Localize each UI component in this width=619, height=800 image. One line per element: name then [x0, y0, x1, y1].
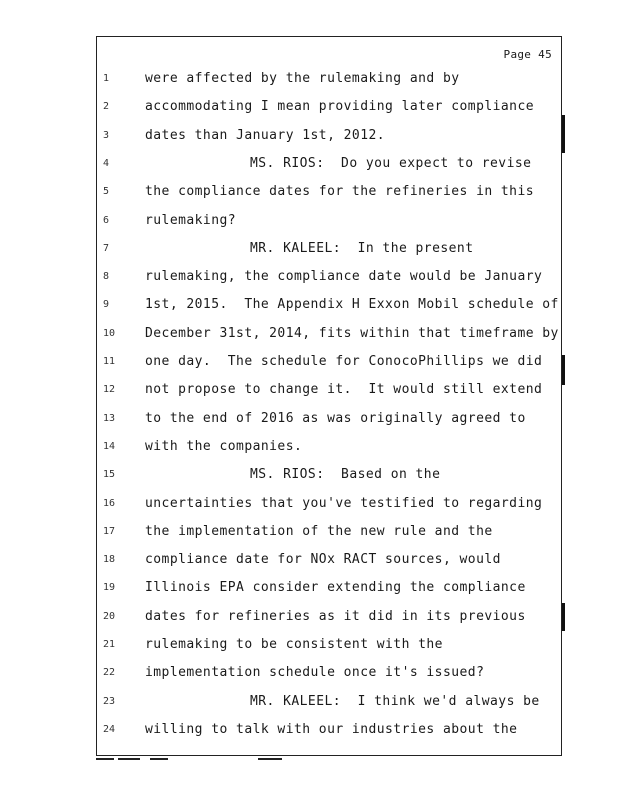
scan-margin-mark: [562, 355, 565, 385]
transcript-line: dates than January 1st, 2012.: [145, 128, 386, 143]
line-number: 3: [103, 130, 110, 141]
line-number: 8: [103, 271, 110, 282]
transcript-line: Illinois EPA consider extending the compliance: [145, 580, 526, 595]
scan-artifact: [150, 758, 168, 760]
transcript-line: one day. The schedule for ConocoPhillips we did: [145, 354, 543, 369]
line-number: 13: [103, 413, 116, 424]
line-number: 11: [103, 356, 116, 367]
transcript-line: the compliance dates for the refineries in this: [145, 184, 535, 199]
line-number: 9: [103, 299, 110, 310]
transcript-line: willing to talk with our industries about the: [145, 722, 518, 737]
transcript-line: MS. RIOS: Do you expect to revise: [250, 156, 532, 171]
transcript-line: implementation schedule once it's issued?: [145, 665, 485, 680]
line-number: 15: [103, 469, 116, 480]
transcript-line: not propose to change it. It would still extend: [145, 382, 543, 397]
transcript-line: accommodating I mean providing later compliance: [145, 99, 535, 114]
transcript-line: were affected by the rulemaking and by: [145, 71, 460, 86]
line-number: 5: [103, 186, 110, 197]
scan-artifact: [96, 758, 114, 760]
scan-margin-mark: [562, 115, 565, 153]
line-number: 14: [103, 441, 116, 452]
scan-margin-mark: [562, 603, 565, 631]
transcript-line: the implementation of the new rule and the: [145, 524, 493, 539]
transcript-line: dates for refineries as it did in its previous: [145, 609, 526, 624]
line-number: 24: [103, 724, 116, 735]
scan-artifact: [118, 758, 140, 760]
line-number: 4: [103, 158, 110, 169]
line-number: 16: [103, 498, 116, 509]
transcript-line: MR. KALEEL: In the present: [250, 241, 474, 256]
line-number: 17: [103, 526, 116, 537]
line-number: 12: [103, 384, 116, 395]
transcript-line: uncertainties that you've testified to regarding: [145, 496, 543, 511]
line-number: 6: [103, 215, 110, 226]
line-number: 20: [103, 611, 116, 622]
transcript-line: rulemaking to be consistent with the: [145, 637, 443, 652]
transcript-line: rulemaking?: [145, 213, 237, 228]
transcript-line: to the end of 2016 as was originally agreed to: [145, 411, 526, 426]
line-number: 2: [103, 101, 110, 112]
transcript-line: 1st, 2015. The Appendix H Exxon Mobil schedule of: [145, 297, 559, 312]
line-number: 10: [103, 328, 116, 339]
line-number: 22: [103, 667, 116, 678]
line-number: 1: [103, 73, 110, 84]
line-number: 23: [103, 696, 116, 707]
transcript-line: rulemaking, the compliance date would be January: [145, 269, 543, 284]
transcript-line: December 31st, 2014, fits within that timeframe by: [145, 326, 559, 341]
scan-artifact: [258, 758, 282, 760]
line-number: 18: [103, 554, 116, 565]
transcript-line: MR. KALEEL: I think we'd always be: [250, 694, 540, 709]
line-number: 19: [103, 582, 116, 593]
transcript-line: with the companies.: [145, 439, 303, 454]
page-number: Page 45: [503, 48, 552, 61]
line-number: 21: [103, 639, 116, 650]
line-number: 7: [103, 243, 110, 254]
transcript-line: compliance date for NOx RACT sources, would: [145, 552, 501, 567]
transcript-line: MS. RIOS: Based on the: [250, 467, 441, 482]
